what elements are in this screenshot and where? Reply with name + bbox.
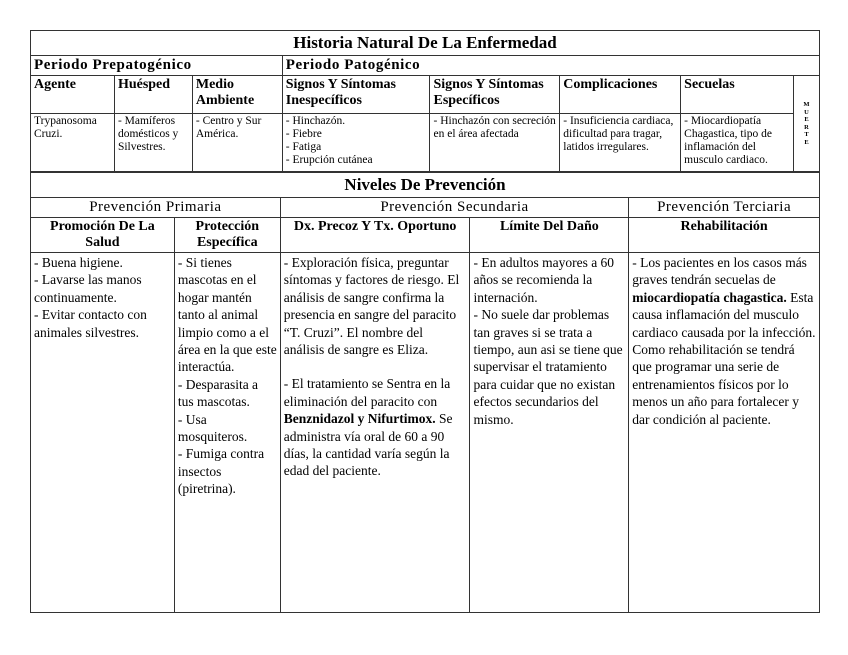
cell-promocion: - Buena higiene. - Lavarse las manos continuamente. - Evitar contacto con animales silvestres.	[31, 253, 175, 613]
prevencion-secundaria: Prevención Secundaria	[280, 198, 628, 218]
period-patogenico: Periodo Patogénico	[282, 56, 819, 76]
prevention-table	[30, 172, 820, 613]
cell-secuelas: - Miocardiopatía Chagastica, tipo de inflamación del musculo cardiaco.	[681, 114, 794, 172]
header-rehabilitacion: Rehabilitación	[629, 218, 820, 253]
cell-rehabilitacion: - Los pacientes en los casos más graves tendrán secuelas de miocardiopatía chagastica. Esta causa inflamación del musculo cardiaco causada por la infección. Como rehabilitación se tendrá que programar una serie de entrenamientos físicos por lo menos un año para fortalecer y dar condición al paciente.	[629, 253, 820, 613]
header-limite: Límite Del Daño	[470, 218, 629, 253]
cell-signos-inespecificos: - Hinchazón. - Fiebre - Fatiga - Erupción cutánea	[282, 114, 430, 172]
header-huesped: Huésped	[114, 76, 192, 114]
cell-limite: - En adultos mayores a 60 años se recomienda la internación. - No suele dar problemas tan graves si se trata a tiempo, aun asi se tiene que supervisar el tratamiento para cuidar que no existan efectos secundarios del mismo.	[470, 253, 629, 613]
header-signos-inespecificos: Signos Y Síntomas Inespecíficos	[282, 76, 430, 114]
period-prepatogenico: Periodo Prepatogénico	[31, 56, 283, 76]
cell-proteccion: - Si tienes mascotas en el hogar mantén tanto al animal limpio como a el área en la que este interactúa. - Desparasita a tus mascotas. - Usa mosquiteros. - Fumiga contra insectos (piretrina).	[174, 253, 280, 613]
cell-diagnostico: - Exploración física, preguntar síntomas y factores de riesgo. El análisis de sangre confirma la presencia en sangre del paracito “T. Cruzi”. El nombre del análisis de sangre es Eliza. - El tratamiento se Sentra en la eliminación del paracito con Benznidazol y Nifurtimox. Se administra vía oral de 60 a 90 días, la cantidad varía según la edad del paciente.	[280, 253, 470, 613]
header-promocion: Promoción De La Salud	[31, 218, 175, 253]
header-diagnostico: Dx. Precoz Y Tx. Oportuno	[280, 218, 470, 253]
header-secuelas: Secuelas	[681, 76, 794, 114]
natural-history-table	[30, 30, 820, 172]
cell-signos-especificos: - Hinchazón con secreción en el área afectada	[430, 114, 560, 172]
cell-agente: Trypanosoma Cruzi.	[31, 114, 115, 172]
prevencion-primaria: Prevención Primaria	[31, 198, 281, 218]
header-signos-especificos: Signos Y Síntomas Específicos	[430, 76, 560, 114]
cell-huesped: - Mamíferos domésticos y Silvestres.	[114, 114, 192, 172]
prevention-title: Niveles De Prevención	[31, 173, 820, 198]
cell-medio-ambiente: - Centro y Sur América.	[192, 114, 282, 172]
header-agente: Agente	[31, 76, 115, 114]
header-medio-ambiente: Medio Ambiente	[192, 76, 282, 114]
header-complicaciones: Complicaciones	[560, 76, 681, 114]
cell-complicaciones: - Insuficiencia cardiaca, dificultad para tragar, latidos irregulares.	[560, 114, 681, 172]
header-proteccion: Protección Específica	[174, 218, 280, 253]
prevencion-terciaria: Prevención Terciaria	[629, 198, 820, 218]
muerte-label: M U E R T E	[794, 76, 820, 172]
page-title: Historia Natural De La Enfermedad	[31, 31, 820, 56]
